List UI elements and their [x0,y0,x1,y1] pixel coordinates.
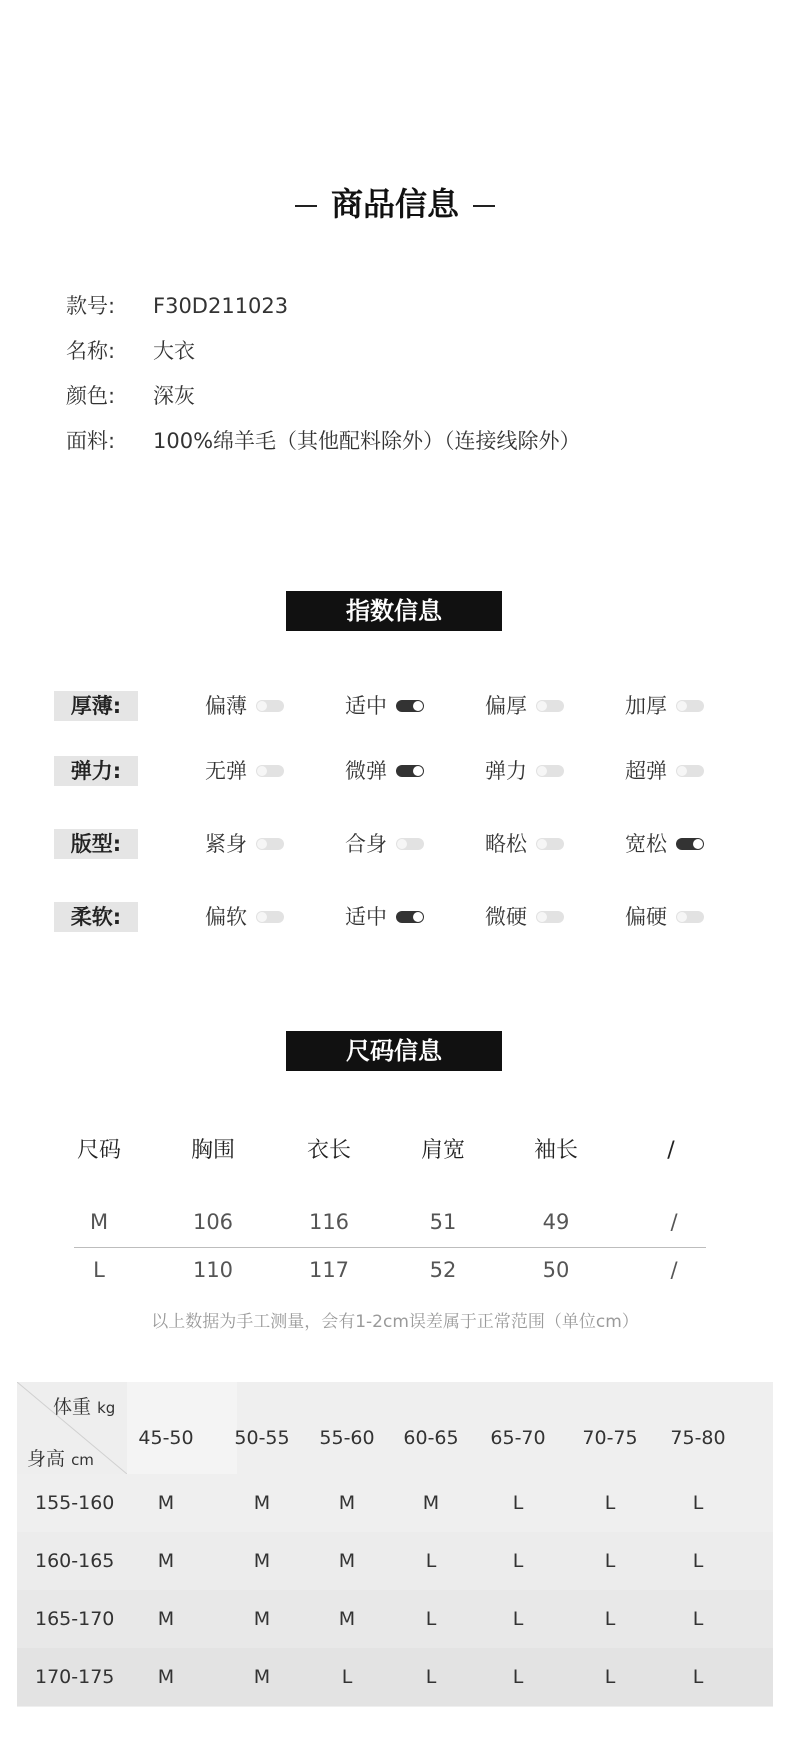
height-row-label: 170-175 [35,1666,115,1688]
size-table-divider [74,1247,706,1248]
toggle-knob [537,839,547,849]
index-option-label: 偏软 [205,905,247,929]
index-option-label: 微硬 [485,905,527,929]
size-table-cell: 106 [192,1210,234,1234]
size-table-cell: 50 [542,1258,570,1282]
toggle-off-icon [256,838,284,850]
size-column-header: / [667,1138,675,1163]
fit-table-row [17,1590,773,1648]
toggle-off-icon [536,911,564,923]
weight-column-header: 75-80 [670,1427,726,1449]
field-key: 款号: [66,294,116,318]
fit-table-row [17,1648,773,1706]
field-key: 面料: [66,429,116,453]
toggle-knob [537,912,547,922]
index-option-label: 适中 [345,905,387,929]
fit-size-cell: L [425,1550,437,1572]
index-option-label: 无弹 [205,759,247,783]
field-style-no [66,292,288,320]
height-axis-label [27,1444,94,1471]
weight-column-header: 65-70 [490,1427,546,1449]
measurement-note: 以上数据为手工测量，会有1-2cm误差属于正常范围（单位cm） [151,1312,639,1332]
weight-column-header: 45-50 [138,1427,194,1449]
size-table-cell: 117 [308,1258,350,1282]
fit-size-cell: M [157,1492,175,1514]
fit-size-cell: M [338,1608,356,1630]
height-label: 身高 [27,1448,66,1470]
toggle-knob [677,701,687,711]
toggle-on-icon [396,700,424,712]
fit-size-cell: M [338,1550,356,1572]
size-column-header: 袖长 [533,1138,578,1163]
toggle-off-icon [676,700,704,712]
toggle-knob [257,839,267,849]
fit-recommendation-table [17,1382,773,1707]
index-option-label: 略松 [485,832,527,856]
toggle-off-icon [256,700,284,712]
size-column-header: 尺码 [76,1138,121,1163]
field-value: 100%绵羊毛（其他配料除外）（连接线除外） [153,429,581,453]
fit-table-row [17,1532,773,1590]
fit-size-cell: L [425,1666,437,1688]
fit-size-cell: L [692,1492,704,1514]
size-table-cell: / [670,1210,678,1234]
fit-size-cell: M [338,1492,356,1514]
fit-size-cell: M [157,1550,175,1572]
height-row-label: 155-160 [35,1492,115,1514]
toggle-knob [413,912,423,922]
toggle-off-icon [396,838,424,850]
toggle-off-icon [536,700,564,712]
toggle-knob [537,766,547,776]
field-value: 大衣 [153,339,195,363]
product-info-heading [0,184,790,224]
index-row-label: 厚薄: [54,691,138,721]
field-value: F30D211023 [153,294,289,318]
table-corner [17,1382,127,1474]
fit-size-cell: M [253,1608,271,1630]
fit-size-cell: L [512,1608,524,1630]
size-table-cell: 49 [542,1210,570,1234]
fit-table-row [17,1474,773,1532]
fit-size-cell: M [253,1550,271,1572]
index-option-label: 偏薄 [205,694,247,718]
product-info-title: 商品信息 [330,185,459,223]
index-option-label: 宽松 [625,832,667,856]
size-column-header: 肩宽 [420,1138,465,1163]
toggle-knob [257,766,267,776]
height-unit: cm [71,1451,94,1469]
heading-dash-right [473,205,495,207]
field-value: 深灰 [153,384,195,408]
toggle-knob [693,839,703,849]
index-row-label: 版型: [54,829,138,859]
toggle-knob [397,839,407,849]
index-option-label: 合身 [345,832,387,856]
fit-size-cell: L [425,1608,437,1630]
size-table-cell: / [670,1258,678,1282]
weight-axis-label [53,1392,115,1419]
fit-size-cell: L [604,1492,616,1514]
toggle-off-icon [256,911,284,923]
weight-unit: kg [97,1399,116,1417]
weight-label: 体重 [53,1396,92,1418]
fit-size-cell: L [512,1666,524,1688]
fit-size-cell: M [157,1608,175,1630]
fit-size-cell: L [692,1666,704,1688]
fit-size-cell: M [422,1492,440,1514]
weight-column-header: 55-60 [319,1427,375,1449]
fit-size-cell: L [512,1492,524,1514]
toggle-off-icon [676,765,704,777]
index-option-label: 偏硬 [625,905,667,929]
weight-column-header: 70-75 [582,1427,638,1449]
index-info-title: 指数信息 [286,591,502,631]
fit-size-cell: L [512,1550,524,1572]
index-option-label: 适中 [345,694,387,718]
field-color [66,382,195,410]
heading-dash-left [295,205,317,207]
index-row-label: 柔软: [54,902,138,932]
index-row-label: 弹力: [54,756,138,786]
toggle-on-icon [676,838,704,850]
size-column-header: 衣长 [306,1138,351,1163]
index-option-label: 偏厚 [485,694,527,718]
fit-size-cell: M [253,1666,271,1688]
toggle-off-icon [256,765,284,777]
size-column-header: 胸围 [190,1138,235,1163]
toggle-knob [537,701,547,711]
fit-size-cell: M [253,1492,271,1514]
size-table-cell: 110 [192,1258,234,1282]
fit-size-cell: L [341,1666,353,1688]
height-row-label: 165-170 [35,1608,115,1630]
toggle-knob [677,766,687,776]
toggle-off-icon [676,911,704,923]
toggle-knob [413,701,423,711]
toggle-off-icon [536,838,564,850]
size-table-cell: 51 [429,1210,457,1234]
field-key: 颜色: [66,384,116,408]
toggle-on-icon [396,911,424,923]
height-row-label: 160-165 [35,1550,115,1572]
fit-size-cell: M [157,1666,175,1688]
toggle-knob [677,912,687,922]
field-name [66,337,195,365]
fit-size-cell: L [692,1550,704,1572]
toggle-off-icon [536,765,564,777]
toggle-knob [257,912,267,922]
fit-size-cell: L [604,1666,616,1688]
toggle-on-icon [396,765,424,777]
fit-size-cell: L [692,1608,704,1630]
index-option-label: 加厚 [625,694,667,718]
fit-size-cell: L [604,1608,616,1630]
weight-column-header: 60-65 [403,1427,459,1449]
size-table-cell: L [93,1258,105,1282]
toggle-knob [413,766,423,776]
index-option-label: 紧身 [205,832,247,856]
field-fabric [66,427,581,455]
index-option-label: 微弹 [345,759,387,783]
size-table-cell: 52 [429,1258,457,1282]
index-option-label: 超弹 [625,759,667,783]
size-table-cell: 116 [308,1210,350,1234]
field-key: 名称: [66,339,116,363]
index-option-label: 弹力 [485,759,527,783]
weight-column-header: 50-55 [234,1427,290,1449]
toggle-knob [257,701,267,711]
size-info-title: 尺码信息 [286,1031,502,1071]
size-table-cell: M [89,1210,109,1234]
fit-size-cell: L [604,1550,616,1572]
